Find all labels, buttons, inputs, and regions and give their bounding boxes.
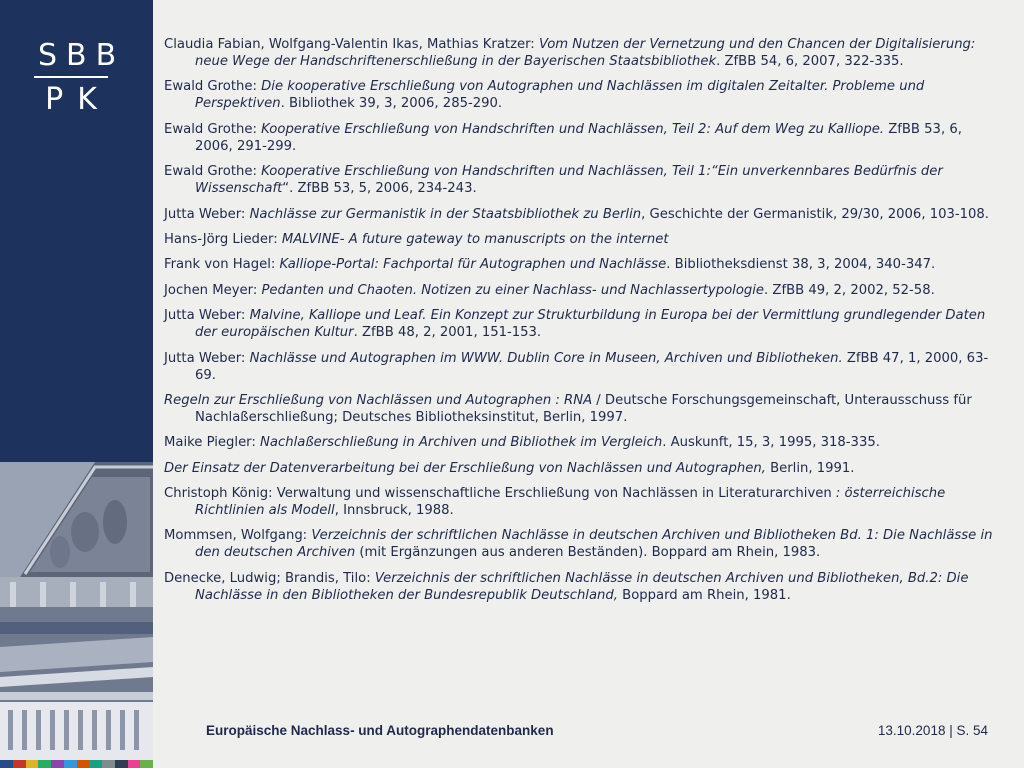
footer-date-page: 13.10.2018 | S. 54 — [877, 723, 988, 738]
reference-title: Die kooperative Erschließung von Autographen und Nachlässen im digitalen Zeitalter. Probleme und Perspektiven — [195, 79, 925, 112]
reference-title: : österreichische Richtlinien als Modell — [195, 486, 946, 519]
building-photo — [0, 462, 153, 762]
reference-text: Berlin, 1991. — [765, 460, 855, 476]
reference-text: , Innsbruck, 1988. — [334, 503, 454, 519]
reference-entry — [164, 78, 994, 112]
color-strip-segment — [0, 760, 13, 768]
color-strip-segment — [13, 760, 26, 768]
reference-title: Kooperative Erschließung von Handschriften und Nachlässen, Teil 1:“Ein unverkennbares Bedürfnis der Wissenschaft — [195, 164, 943, 197]
reference-entry — [164, 282, 994, 299]
sbb-pk-logo — [30, 38, 126, 117]
reference-text: . Bibliothek 39, 3, 2006, 285-290. — [280, 96, 503, 112]
reference-title: Vom Nutzen der Vernetzung und den Chancen der Digitalisierung: neue Wege der Handschriftenerschließung in der Bayerischen Staatsbibliothek — [195, 37, 976, 69]
reference-entry — [164, 231, 994, 248]
reference-text: . ZfBB 54, 6, 2007, 322-335. — [716, 54, 904, 69]
reference-text: . ZfBB 48, 2, 2001, 151-153. — [353, 325, 542, 341]
reference-text: Jutta Weber: — [164, 350, 250, 366]
reference-text: Claudia Fabian, Wolfgang-Valentin Ikas, Mathias Kratzer: — [164, 37, 539, 52]
color-strip-segment — [26, 760, 39, 768]
color-strip — [0, 760, 153, 768]
reference-text: / Deutsche Forschungsgemeinschaft, Unterausschuss für Nachlaßerschließung; Deutsches Bibliotheksinstitut, Berlin, 1997. — [195, 392, 972, 425]
reference-text: Hans-Jörg Lieder: — [164, 231, 282, 247]
reference-title: Verzeichnis der schriftlichen Nachlässe in deutschen Archiven und Bibliotheken, Bd.2: Die Nachlässe in den Bibliotheken der Bundesrepublik Deutschland, — [195, 570, 969, 603]
reference-title: MALVINE- A future gateway to manuscripts on the internet — [281, 231, 669, 247]
reference-text: “. ZfBB 53, 5, 2006, 234-243. — [282, 181, 477, 197]
reference-text: . Bibliotheksdienst 38, 3, 2004, 340-347. — [666, 257, 936, 273]
reference-text: Frank von Hagel: — [164, 257, 280, 273]
reference-text: Ewald Grothe: — [164, 79, 262, 95]
reference-title: Nachlässe und Autographen im WWW. Dublin Core in Museen, Archiven und Bibliotheken. — [249, 350, 843, 366]
logo-bottom-text: PK — [45, 82, 111, 117]
reference-text: Jutta Weber: — [164, 308, 250, 324]
reference-text: Ewald Grothe: — [164, 164, 262, 180]
reference-text: Jutta Weber: — [164, 206, 250, 222]
reference-title: Nachlaßerschließung in Archiven und Bibliothek im Vergleich — [260, 435, 663, 451]
reference-entry — [164, 206, 994, 223]
reference-entry — [164, 256, 994, 273]
reference-text: Maike Piegler: — [164, 435, 261, 451]
reference-title: Nachlässe zur Germanistik in der Staatsbibliothek zu Berlin — [249, 206, 642, 222]
reference-entry — [164, 527, 994, 561]
reference-title: Pedanten und Chaoten. Notizen zu einer Nachlass- und Nachlassertypologie — [261, 282, 765, 298]
reference-entry — [164, 570, 994, 604]
logo-top-text: SBB — [38, 38, 126, 73]
reference-text: . Auskunft, 15, 3, 1995, 318-335. — [662, 435, 880, 451]
reference-text: (mit Ergänzungen aus anderen Beständen). Boppard am Rhein, 1983. — [355, 545, 821, 561]
reference-text: Ewald Grothe: — [164, 121, 262, 137]
reference-entry — [164, 460, 994, 477]
reference-title: Verzeichnis der schriftlichen Nachlässe in deutschen Archiven und Bibliotheken Bd. 1: Die Nachlässe in den deutschen Archiven — [195, 528, 993, 561]
color-strip-segment — [77, 760, 90, 768]
reference-text: , Geschichte der Germanistik, 29/30, 2006, 103-108. — [641, 206, 989, 222]
reference-entry — [164, 350, 994, 384]
reference-entry — [164, 392, 994, 426]
logo-divider — [34, 76, 108, 78]
reference-text: . ZfBB 49, 2, 2002, 52-58. — [764, 282, 935, 298]
reference-title: Kooperative Erschließung von Handschriften und Nachlässen, Teil 2: Auf dem Weg zu Kalliope. — [261, 121, 885, 137]
reference-title: Malvine, Kalliope und Leaf. Ein Konzept zur Strukturbildung in Europa bei der Vermittlung grundlegender Daten der europäischen Kultur — [195, 308, 986, 341]
color-strip-segment — [102, 760, 115, 768]
reference-title: Der Einsatz der Datenverarbeitung bei der Erschließung von Nachlässen und Autographen, — [164, 460, 766, 476]
sidebar — [0, 0, 153, 768]
color-strip-segment — [64, 760, 77, 768]
reference-text: Boppard am Rhein, 1981. — [617, 587, 791, 603]
reference-text: ZfBB 47, 1, 2000, 63-69. — [195, 350, 989, 383]
reference-text: ZfBB 53, 6, 2006, 291-299. — [195, 121, 962, 154]
reference-text: Mommsen, Wolfgang: — [164, 528, 312, 544]
footer-title: Europäische Nachlass- und Autographendatenbanken — [206, 723, 554, 738]
reference-text: Christoph König: Verwaltung und wissenschaftliche Erschließung von Nachlässen in Literaturarchiven — [164, 486, 836, 502]
reference-title: Regeln zur Erschließung von Nachlässen und Autographen : RNA — [164, 392, 593, 408]
reference-entry — [164, 121, 994, 155]
color-strip-segment — [51, 760, 64, 768]
reference-entry — [164, 163, 994, 197]
reference-title: Kalliope-Portal: Fachportal für Autographen und Nachlässe — [279, 257, 667, 273]
reference-entry — [164, 434, 994, 451]
color-strip-segment — [128, 760, 141, 768]
reference-text: Denecke, Ludwig; Brandis, Tilo: — [164, 570, 375, 586]
reference-entry — [164, 36, 994, 70]
reference-list — [164, 36, 994, 612]
reference-entry — [164, 485, 994, 519]
reference-entry — [164, 307, 994, 341]
reference-text: Jochen Meyer: — [164, 282, 262, 298]
color-strip-segment — [140, 760, 153, 768]
color-strip-segment — [115, 760, 128, 768]
color-strip-segment — [89, 760, 102, 768]
color-strip-segment — [38, 760, 51, 768]
